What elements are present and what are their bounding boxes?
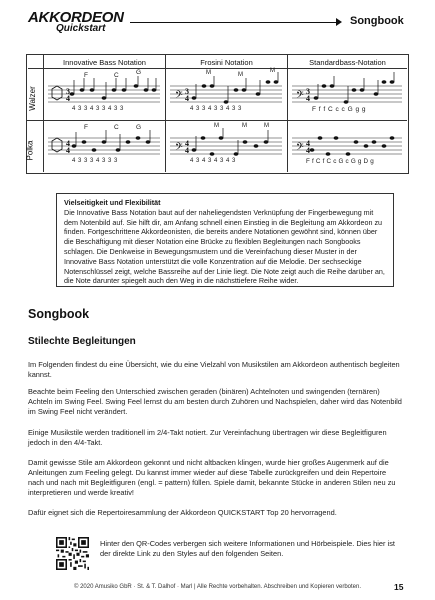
chord-label: C [114,72,119,79]
svg-text:𝄢: 𝄢 [296,141,304,155]
svg-text:4: 4 [306,146,310,155]
finger-numbers: 4 3 4 3 4 3 4 3 [190,158,236,164]
section-title: Songbook [28,307,90,321]
chord-label: F [84,72,88,79]
section-label: Songbook [350,15,404,27]
chord-label: G [136,124,142,131]
column-header: Standardbass-Notation [309,58,386,67]
svg-text:3: 3 [185,87,189,96]
chord-label: G [136,69,142,76]
svg-text:4: 4 [306,139,310,148]
info-box-title: Vielseitigkeit und Flexibilität [64,198,161,207]
paragraph: Einige Musikstile werden traditionell im 2/4-Takt notiert. Zur Vereinfachung übertragen wir diese Begleitfiguren jedoch in den 4/4-Takt. [28,428,387,447]
paragraph: Damit gewisse Stile am Akkordeon gekonnt und nicht altbacken klingen, wurde hier großes Augenmerk auf die Anleitungen zum Feeling gelegt. Du kannst immer wieder auf diese Tabelle zurückgreifen und dein Repertoire nach und nach mit Begleitfiguren (engl. = pattern) füllen. Spiele damit, bekannte Stücke in anderen Stilen neu zu interpretieren und werde kreativ! [28,458,396,497]
brand-title: AKKORDEON [28,9,124,26]
bass-letters: F f C f C c G c G g D g [306,158,374,165]
info-box-body: Die Innovative Bass Notation baut auf der naheliegendsten Verknüpfung der Fingerbewegung mit dem Notenbild auf. Sie hilft dir, am Anfang schnell einen Einstieg in die Begleitung am Akkordeon zu finden. Fortgeschrittene Akkordeonisten, die bereits andere Notationen gewöhnt sind, können über die Beschäftigung mit dieser Notation eine Brücke zu flexiblen Begleitungen nach Songbooks schlagen. Die Denkweise in Bewegungsmustern und die Vereinfachung dieser Muster in der Innovative Bass Notation unterstützt die volle Konzentration auf die Melodie. Der sechseckige Notenschlüssel zeigt, welche Bassreihe auf der Linie liegt. Die Note zeigt auch die Reihe darüber an, die Note darunter spiegelt auch den Weg in die nächsttiefere Reihe wider. [64,207,385,286]
column-header: Frosini Notation [200,58,253,67]
svg-text:4: 4 [66,146,70,155]
qr-code-icon[interactable] [56,537,89,570]
svg-text:𝄢: 𝄢 [175,141,183,155]
page-number: 15 [394,582,404,592]
svg-text:4: 4 [185,94,189,103]
info-box [56,193,394,287]
subsection-title: Stilechte Begleitungen [28,336,136,347]
svg-text:4: 4 [66,139,70,148]
qr-note: Hinter den QR-Codes verbergen sich weitere Informationen und Hörbeispiele. Dies hier ist der direkte Link zu den Styles auf den folgenden Seiten. [100,539,395,558]
chord-label: M [270,68,275,74]
brand-subtitle: Quickstart [56,23,106,34]
svg-text:3: 3 [66,87,70,96]
svg-text:𝄢: 𝄢 [175,89,183,103]
svg-text:4: 4 [66,94,70,103]
paragraph: Im Folgenden findest du eine Übersicht, wie du eine Vielzahl von Musikstilen am Akkordeon authentisch begleiten kannst. [28,360,400,379]
svg-text:𝄢: 𝄢 [296,89,304,103]
paragraph: Beachte beim Feeling den Unterschied zwischen geraden (binären) Achtelnoten und swingenden (ternären) Achteln im Swing Feel. Swing Feel lernst du am besten durch Zuhören und Nachspielen, daher wird das Notenbild im Swing Feel nicht verändert. [28,387,402,416]
chord-label: M [242,123,247,129]
chord-label: F [84,124,88,131]
chord-label: C [114,124,119,131]
svg-text:4: 4 [185,146,189,155]
svg-text:4: 4 [185,139,189,148]
music-notation-graphics [0,0,435,180]
footer-copyright: © 2020 Amusiko GbR · St. & T. Dalhof · Marl | Alle Rechte vorbehalten. Abschreiben und Kopieren verboten. [73,584,362,590]
column-header: Innovative Bass Notation [63,58,146,67]
finger-numbers: 4 3 3 3 4 3 3 3 [72,158,118,164]
finger-numbers: 4 3 3 4 3 3 4 3 3 [72,106,124,112]
chord-label: M [264,123,269,129]
finger-numbers: 4 3 3 4 3 3 4 3 3 [190,106,242,112]
chord-label: M [238,72,243,78]
chord-label: M [206,70,211,76]
svg-text:4: 4 [306,94,310,103]
chord-label: M [214,123,219,129]
paragraph: Dafür eignet sich die Repertoiresammlung der Akkordeon QUICKSTART Top 20 hervorragend. [28,508,337,517]
bass-letters: F f f C c c G g g [312,106,367,113]
svg-text:3: 3 [306,87,310,96]
note-heads [70,80,395,156]
